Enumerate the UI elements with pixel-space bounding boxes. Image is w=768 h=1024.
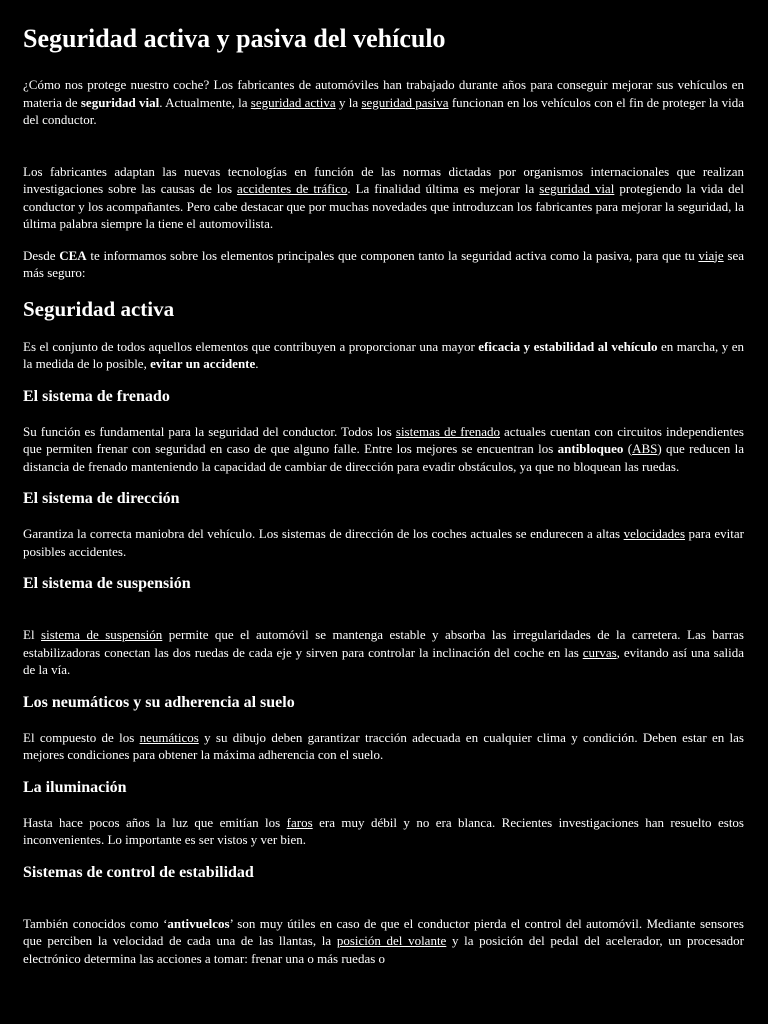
bold-text: evitar un accidente (150, 356, 256, 371)
link-sistema-suspension[interactable]: sistema de suspensión (41, 627, 163, 642)
paragraph-steering (23, 525, 744, 560)
text: Su función es fundamental para la seguridad del conductor. Todos los (23, 423, 396, 439)
link-seguridad-pasiva[interactable]: seguridad pasiva (361, 94, 449, 110)
text: actuales cuentan con circuitos independientes que permiten frenar con seguridad en caso de que alguno falle. Entre los mejores se encuentran los (23, 423, 744, 456)
text: El (23, 627, 42, 642)
link-abs[interactable]: ABS (632, 441, 658, 456)
link-faros[interactable]: faros (286, 814, 313, 830)
text: funcionan en los vehículos con el fin de proteger la vida del conductor. (23, 94, 745, 127)
paragraph-cea (23, 247, 744, 282)
text: ) que reducen la distancia de frenado manteniendo la capacidad de cambiar de dirección para evadir obstáculos, ya que no bloquean las ruedas. (23, 441, 744, 474)
subheading-suspension: El sistema de suspensión (23, 575, 191, 592)
text: ¿Cómo nos protege nuestro coche? Los fabricantes de automóviles han trabajado durante años para conseguir mejorar sus vehículos en materia de (23, 77, 744, 110)
link-sistemas-frenado[interactable]: sistemas de frenado (395, 423, 500, 439)
spacer (23, 143, 744, 163)
link-seguridad-vial[interactable]: seguridad vial (539, 181, 615, 196)
link-seguridad-activa[interactable]: seguridad activa (250, 94, 336, 110)
text: permite que el automóvil se mantenga estable y absorba las irregularidades de la carretera. Las barras estabilizadoras conectan las dos ruedas de cada eje y sirven para controlar la inclinación del coche en las (23, 627, 744, 660)
text: Desde (23, 247, 60, 263)
text: sea más seguro: (23, 247, 744, 280)
bold-text: eficacia y estabilidad al vehículo (478, 338, 658, 354)
paragraph-brake (23, 423, 744, 476)
paragraph-suspension (23, 626, 744, 679)
text: y su dibujo deben garantizar tracción adecuada en cualquier clima y condición. Deben estar en las mejores condiciones para obtener la máxima adherencia con el suelo. (23, 729, 744, 762)
text: Hasta hace pocos años la luz que emitían los (23, 814, 287, 830)
subheading-brake: El sistema de frenado (23, 387, 170, 405)
paragraph-stability (23, 915, 744, 968)
spacer (23, 899, 744, 915)
text: Es el conjunto de todos aquellos elementos que contribuyen a proporcionar una mayor (23, 338, 479, 354)
text: ( (623, 441, 633, 456)
text: Garantiza la correcta maniobra del vehículo. Los sistemas de dirección de los coches actuales se endurecen a altas (23, 526, 624, 541)
text: te informamos sobre los elementos principales que componen tanto la seguridad activa como la pasiva, para que tu (86, 247, 699, 263)
text: . Actualmente, la (159, 94, 251, 110)
link-accidentes-trafico[interactable]: accidentes de tráfico (237, 181, 348, 196)
subheading-lighting: La iluminación (23, 778, 127, 796)
link-posicion-volante[interactable]: posición del volante (336, 933, 447, 948)
bold-text: seguridad vial (80, 94, 160, 110)
bold-text: antibloqueo (557, 441, 624, 456)
subheading-steering: El sistema de dirección (23, 490, 180, 507)
text: era muy débil y no era blanca. Recientes investigaciones han resuelto estos inconvenientes. Lo importante es ser vistos y ver bien. (23, 814, 744, 847)
text: , evitando así una salida de la vía. (23, 644, 744, 677)
text: en marcha, y en la medida de lo posible, (23, 338, 744, 371)
paragraph-active (23, 338, 744, 373)
text: para evitar posibles accidentes. (23, 526, 744, 559)
paragraph-fabricantes (23, 163, 744, 233)
text: protegiendo la vida del conductor y los acompañantes. Pero cabe destacar que por muchas novedades que introduzcan los fabricantes para mejorar la seguridad, la última palabra siempre la tiene el automovilista. (23, 181, 745, 231)
text: y la (335, 94, 362, 110)
spacer (23, 610, 744, 626)
page-title: Seguridad activa y pasiva del vehículo (23, 24, 446, 53)
subheading-tires: Los neumáticos y su adherencia al suelo (23, 693, 295, 711)
text: . (255, 356, 259, 371)
text: También conocidos como ‘ (23, 915, 168, 931)
paragraph-lighting (23, 814, 744, 849)
intro-paragraph (23, 76, 744, 129)
link-viaje[interactable]: viaje (698, 247, 724, 263)
subheading-stability: Sistemas de control de estabilidad (23, 863, 254, 881)
text: y la posición del pedal del acelerador, un procesador electrónico determina las acciones a tomar: frenar una o más ruedas o (23, 933, 744, 966)
bold-text: CEA (59, 247, 87, 263)
link-neumaticos[interactable]: neumáticos (139, 729, 199, 745)
text: Los fabricantes adaptan las nuevas tecnologías en función de las normas dictadas por organismos internacionales que realizan investigaciones sobre las causas de los (23, 163, 744, 196)
paragraph-tires (23, 729, 744, 764)
text: . La finalidad última es mejorar la (347, 181, 540, 196)
section-heading-active: Seguridad activa (23, 296, 175, 321)
bold-text: antivuelcos (167, 915, 230, 931)
text: ’ son muy útiles en caso de que el conductor pierda el control del automóvil. Mediante sensores que perciben la velocidad de cada una de las llantas, la (23, 915, 744, 948)
link-curvas[interactable]: curvas (582, 644, 617, 660)
text: El compuesto de los (23, 729, 140, 745)
link-velocidades[interactable]: velocidades (623, 526, 686, 541)
